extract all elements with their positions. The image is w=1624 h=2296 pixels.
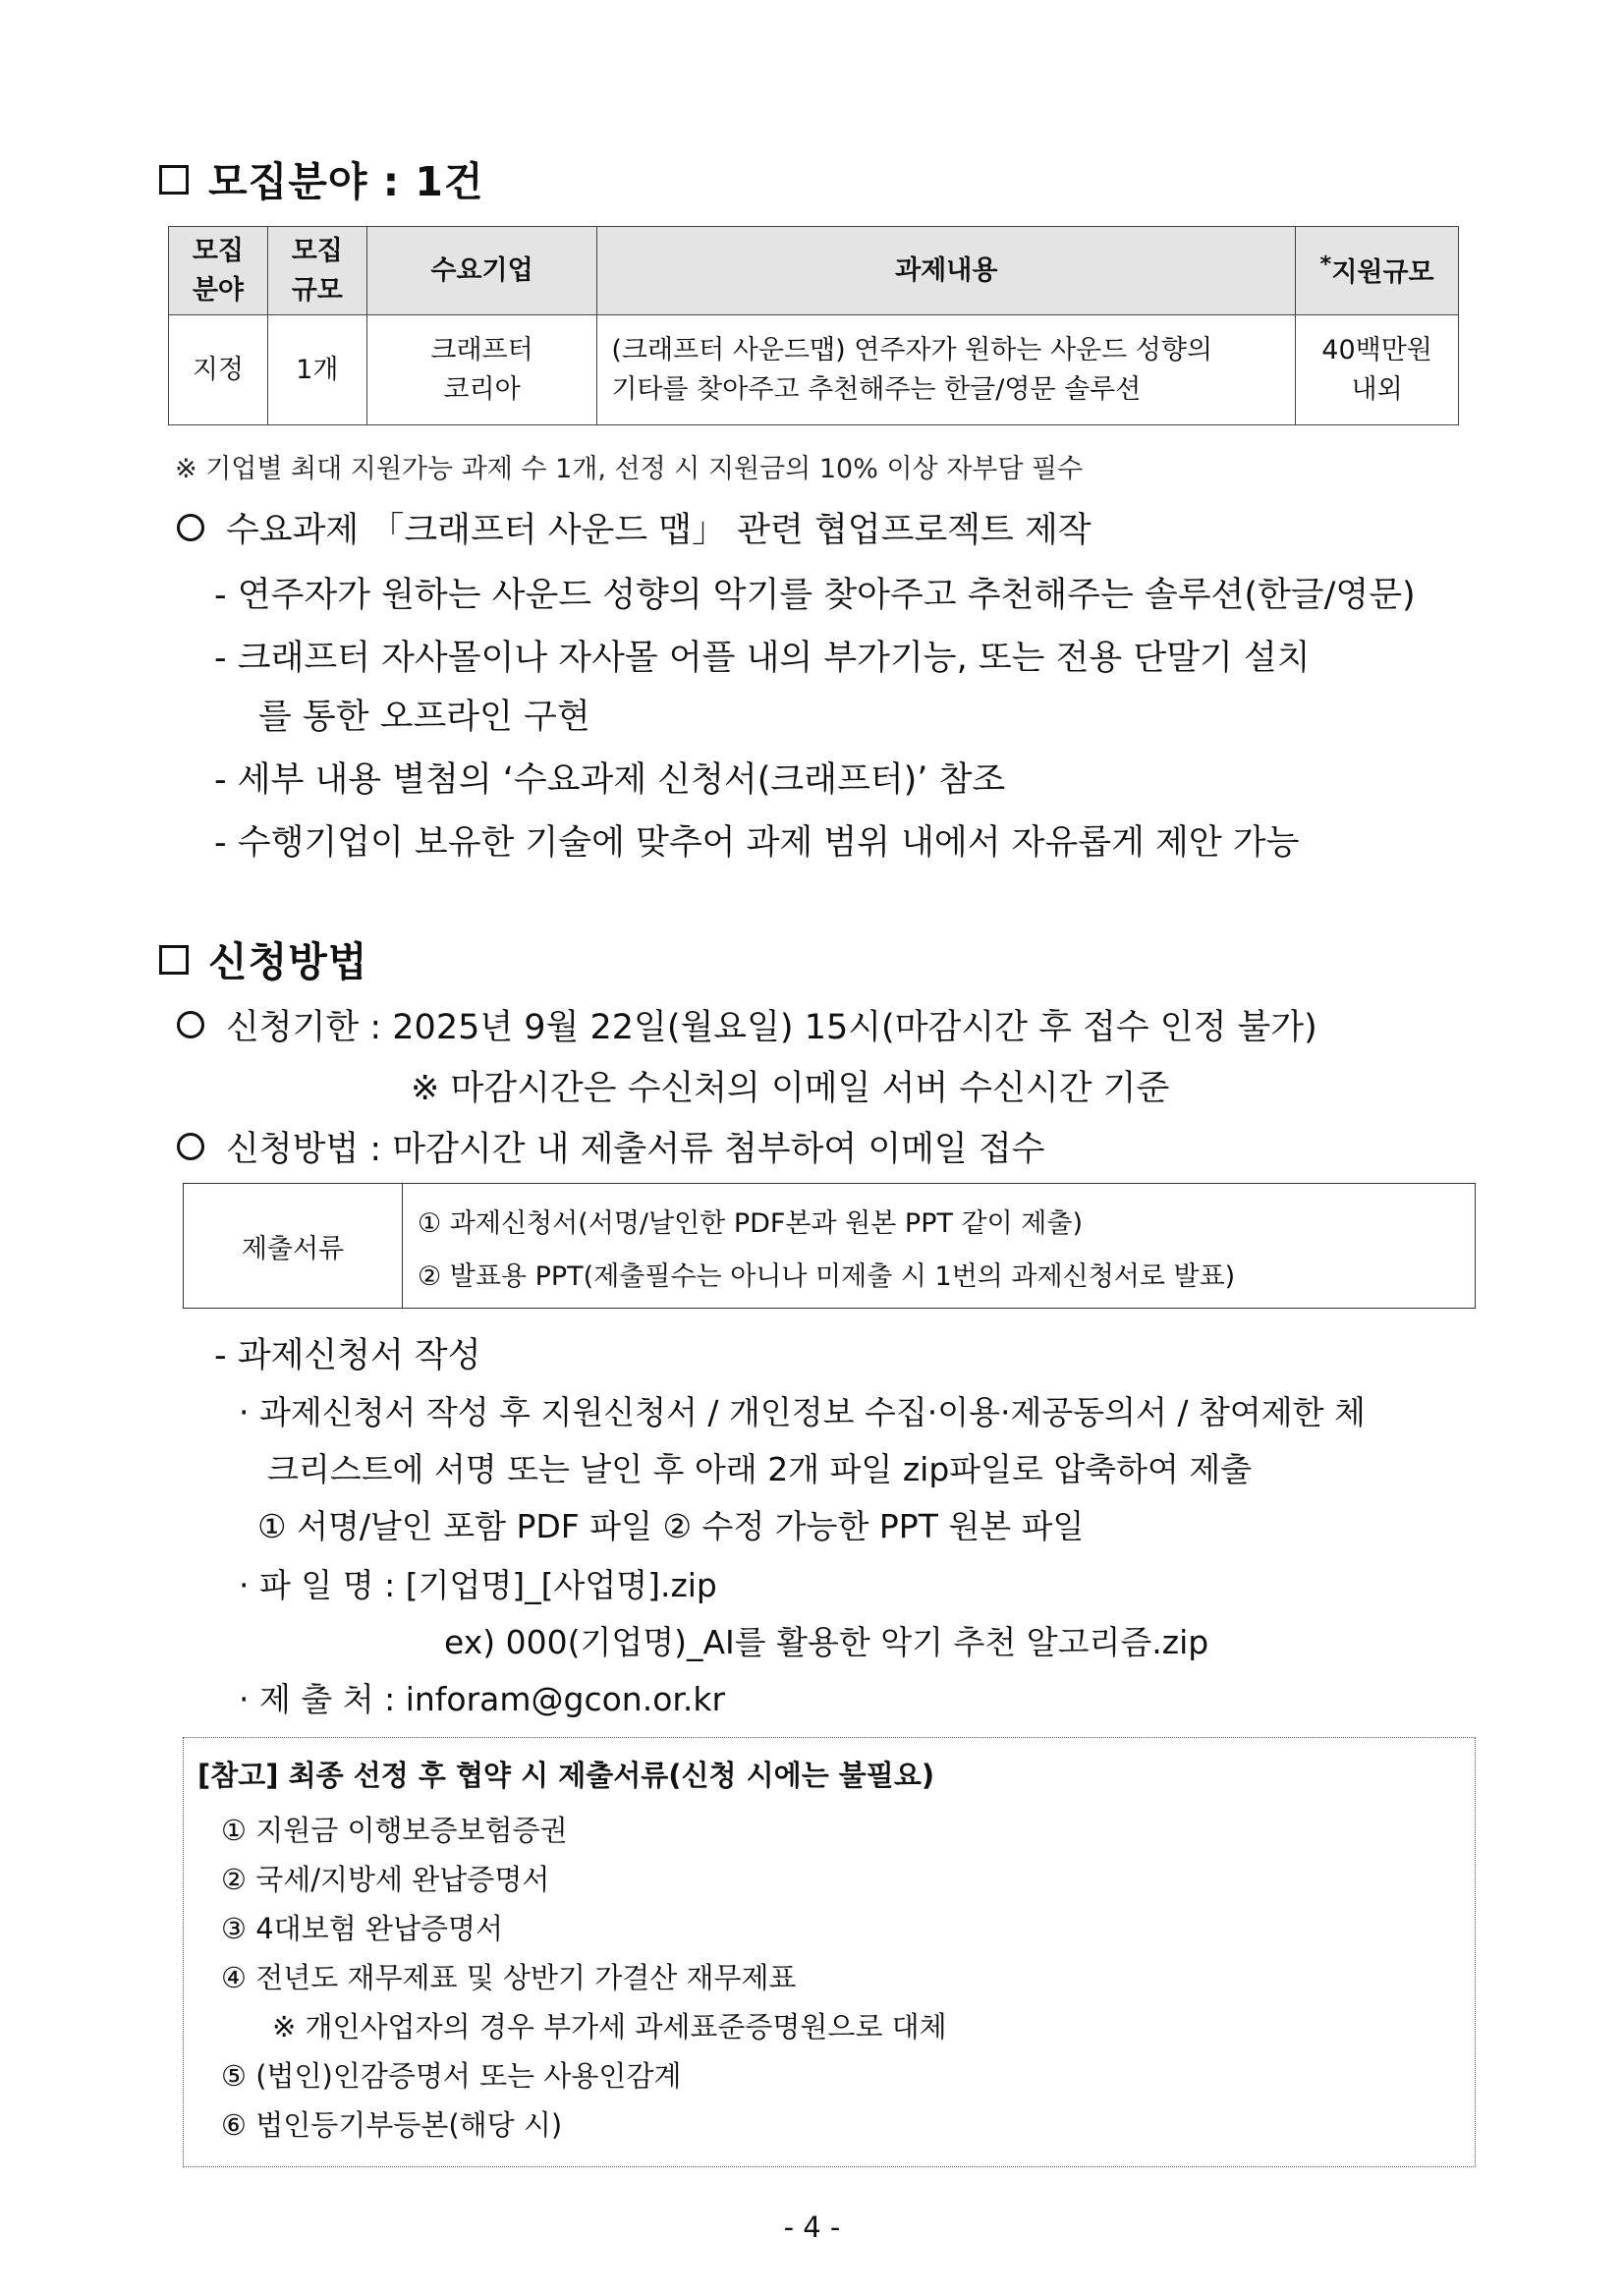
reference-item: ⑤ (법인)인감증명서 또는 사용인감계 (221, 2059, 682, 2093)
company-line1: 크래프터 (430, 335, 533, 366)
support-line2: 내외 (1351, 373, 1403, 405)
method-bullet (177, 1122, 1045, 1171)
list-item: - 크래프터 자사몰이나 자사몰 어플 내의 부가기능, 또는 전용 단말기 설치 (214, 639, 1311, 678)
list-item-continued: 를 통한 오프라인 구현 (258, 698, 590, 737)
task-line1: (크래프터 사운드맵) 연주자가 원하는 사운드 성향의 (611, 335, 1213, 366)
document-item: ② 발표용 PPT(제출필수는 아니나 미제출 시 1번의 과제신청서로 발표) (418, 1261, 1236, 1292)
circle-bullet-icon (177, 1011, 204, 1038)
deadline-text: 신청기한 : 2025년 9월 22일(월요일) 15시(마감시간 후 접수 인정 불가) (226, 1008, 1317, 1047)
table-row (169, 315, 1459, 425)
table-header-row (169, 227, 1459, 315)
checkbox-square-icon (159, 945, 189, 975)
checkbox-square-icon (159, 165, 189, 195)
cell-field: 지정 (169, 315, 268, 425)
section-heading-application (159, 929, 367, 987)
cell-size: 1개 (267, 315, 366, 425)
recruitment-table (168, 226, 1459, 425)
section-heading-text: 신청방법 (208, 938, 368, 985)
write-title: - 과제신청서 작성 (214, 1336, 481, 1375)
circle-bullet-icon (177, 514, 204, 541)
header-field: 모집 분야 (169, 227, 268, 315)
support-note: ※ 기업별 최대 지원가능 과제 수 1개, 선정 시 지원금의 10% 이상 자부담 필수 (175, 454, 1084, 484)
reference-item: ② 국세/지방세 완납증명서 (221, 1863, 550, 1896)
reference-item: ③ 4대보험 완납증명서 (221, 1912, 503, 1945)
cell-task (597, 315, 1296, 425)
write-line: ① 서명/날인 포함 PDF 파일 ② 수정 가능한 PPT 원본 파일 (257, 1507, 1085, 1545)
section-heading-recruitment (159, 149, 484, 207)
section-heading-text: 모집분야 : 1건 (208, 158, 484, 205)
deadline-bullet (177, 1000, 1317, 1049)
reference-title: [참고] 최종 선정 후 협약 시 제출서류(신청 시에는 불필요) (197, 1759, 935, 1792)
list-item: - 연주자가 원하는 사운드 성향의 악기를 찾아주고 추천해주는 솔루션(한글/영문) (214, 576, 1416, 615)
write-line: · 과제신청서 작성 후 지원신청서 / 개인정보 수집·이용·제공동의서 / 참여제한 체 (239, 1393, 1366, 1431)
task-line2: 기타를 찾아주고 추천해주는 한글/영문 솔루션 (611, 373, 1142, 405)
project-bullet-text: 수요과제 「크래프터 사운드 맵」 관련 협업프로젝트 제작 (226, 511, 1092, 550)
documents-label: 제출서류 (184, 1184, 403, 1308)
reference-item: ④ 전년도 재무제표 및 상반기 가결산 재무제표 (221, 1961, 797, 1994)
reference-item: ⑥ 법인등기부등본(해당 시) (221, 2108, 563, 2142)
support-label: 지원규모 (1331, 257, 1434, 289)
cell-support (1296, 315, 1459, 425)
method-text: 신청방법 : 마감시간 내 제출서류 첨부하여 이메일 접수 (226, 1130, 1045, 1169)
header-task: 과제내용 (597, 227, 1296, 315)
header-size: 모집 규모 (267, 227, 366, 315)
write-line: · 제 출 처 : inforam@gcon.or.kr (239, 1680, 726, 1718)
write-line: ex) 000(기업명)_AI를 활용한 악기 추천 알고리즘.zip (444, 1623, 1209, 1661)
support-asterisk: * (1319, 252, 1332, 278)
reference-item: ① 지원금 이행보증보험증권 (221, 1814, 568, 1847)
list-item: - 세부 내용 별첨의 ‘수요과제 신청서(크래프터)’ 참조 (214, 760, 1006, 800)
reference-note: ※ 개인사업자의 경우 부가세 과세표준증명원으로 대체 (272, 2010, 947, 2044)
deadline-note: ※ 마감시간은 수신처의 이메일 서버 수신시간 기준 (411, 1069, 1170, 1108)
project-bullet (177, 503, 1092, 552)
document-item: ① 과제신청서(서명/날인한 PDF본과 원본 PPT 같이 제출) (418, 1208, 1083, 1239)
reference-box (183, 1737, 1476, 2167)
support-line1: 40백만원 (1321, 335, 1432, 366)
write-line: 크리스트에 서명 또는 날인 후 아래 2개 파일 zip파일로 압축하여 제출 (267, 1450, 1253, 1488)
list-item: - 수행기업이 보유한 기술에 맞추어 과제 범위 내에서 자유롭게 제안 가능 (214, 823, 1300, 863)
cell-company (366, 315, 597, 425)
header-support (1296, 227, 1459, 315)
company-line2: 코리아 (443, 373, 521, 405)
circle-bullet-icon (177, 1133, 204, 1160)
page-number: - 4 - (783, 2211, 841, 2244)
documents-box (183, 1183, 1476, 1309)
header-company: 수요기업 (366, 227, 597, 315)
write-line: · 파 일 명 : [기업명]_[사업명].zip (239, 1566, 717, 1604)
